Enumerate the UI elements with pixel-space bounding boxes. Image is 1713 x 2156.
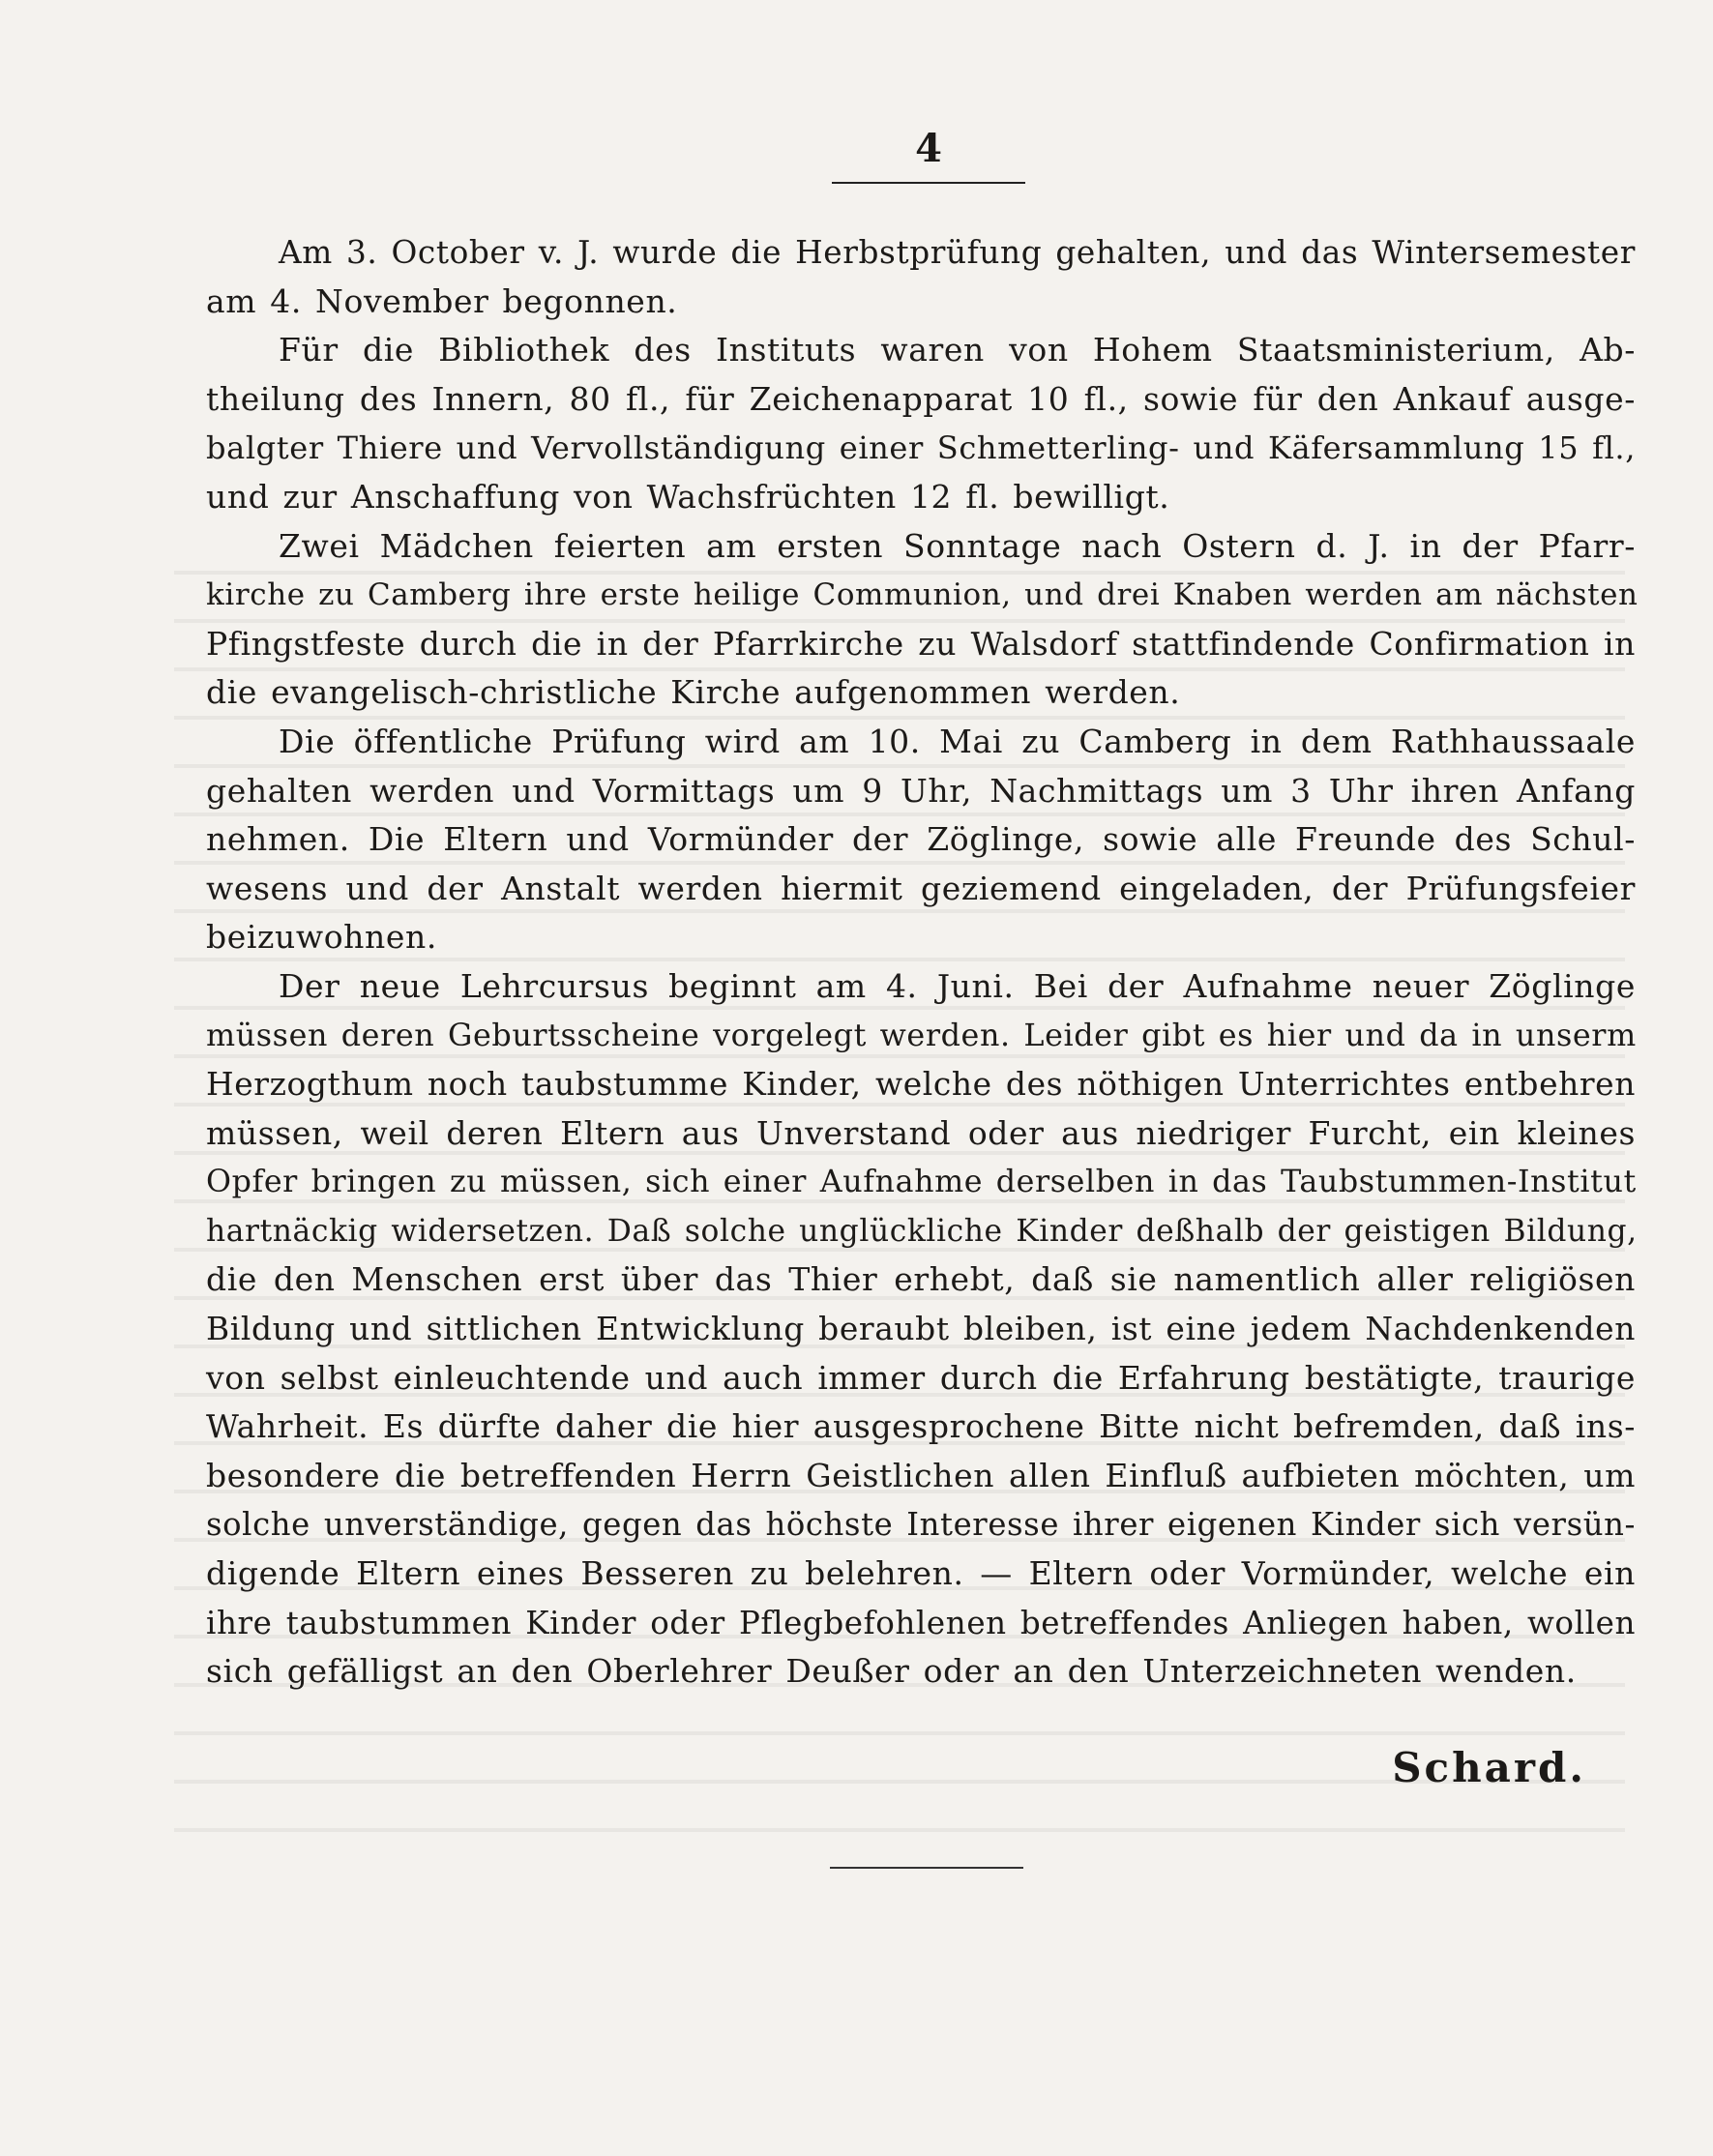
text-line: müssen deren Geburtsscheine vorgelegt werden. Leider gibt es hier und da in unserm <box>206 1018 1637 1053</box>
text-line: die evangelisch-christliche Kirche aufgenommen werden. <box>206 673 1181 712</box>
text-line: beizuwohnen. <box>206 918 437 957</box>
paragraph <box>206 326 1636 521</box>
text-line: theilung des Innern, 80 fl., für Zeichenapparat 10 fl., sowie für den Ankauf ausge- <box>206 379 1636 418</box>
text-line: Pfingstfeste durch die in der Pfarrkirche zu Walsdorf stattfindende Confirmation in <box>206 624 1636 663</box>
text-line: gehalten werden und Vormittags um 9 Uhr, Nachmittags um 3 Uhr ihren Anfang <box>206 771 1636 810</box>
paragraph <box>206 962 1636 1697</box>
text-line: von selbst einleuchtende und auch immer durch die Erfahrung bestätigte, traurige <box>206 1358 1636 1397</box>
header-rule <box>832 182 1025 184</box>
page-number: 4 <box>915 126 942 171</box>
text-line: ihre taubstummen Kinder oder Pflegbefohlenen betreffendes Anliegen haben, wollen <box>206 1604 1636 1641</box>
text-line: hartnäckig widersetzen. Daß solche unglückliche Kinder deßhalb der geistigen Bildung, <box>206 1213 1638 1249</box>
text-line: Bildung und sittlichen Entwicklung beraubt bleiben, ist eine jedem Nachdenkenden <box>206 1310 1636 1348</box>
text-line: kirche zu Camberg ihre erste heilige Communion, und drei Knaben werden am nächsten <box>206 577 1639 613</box>
text-line: balgter Thiere und Vervollständigung einer Schmetterling- und Käfersammlung 15 fl., <box>206 429 1636 467</box>
text-line: wesens und der Anstalt werden hiermit geziemend eingeladen, der Prüfungsfeier <box>206 869 1636 907</box>
footer-rule <box>830 1867 1023 1869</box>
text-line: Für die Bibliothek des Instituts waren von Hohem Staatsministerium, Ab- <box>279 331 1636 369</box>
paragraph <box>206 522 1639 718</box>
text-line: und zur Anschaffung von Wachsfrüchten 12 fl. bewilligt. <box>206 477 1170 516</box>
text-line: Herzogthum noch taubstumme Kinder, welche des nöthigen Unterrichtes entbehren <box>206 1065 1636 1104</box>
text-line: Zwei Mädchen feierten am ersten Sonntage nach Ostern d. J. in der Pfarr- <box>279 526 1636 565</box>
paragraph <box>206 228 1636 326</box>
text-line: nehmen. Die Eltern und Vormünder der Zöglinge, sowie alle Freunde des Schul- <box>206 820 1636 859</box>
text-line: Am 3. October v. J. wurde die Herbstprüfung gehalten, und das Wintersemester <box>279 234 1636 271</box>
text-line: besondere die betreffenden Herrn Geistlichen allen Einfluß aufbieten möchten, um <box>206 1456 1636 1494</box>
text-line: Die öffentliche Prüfung wird am 10. Mai zu Camberg in dem Rathhaussaale <box>279 722 1636 760</box>
text-line: sich gefälligst an den Oberlehrer Deußer oder an den Unterzeichneten wenden. <box>206 1652 1577 1691</box>
body-text <box>206 228 1639 1697</box>
text-line: müssen, weil deren Eltern aus Unverstand oder aus niedriger Furcht, ein kleines <box>206 1113 1636 1152</box>
text-line: digende Eltern eines Besseren zu belehren. — Eltern oder Vormünder, welche ein <box>206 1554 1636 1593</box>
text-line: Wahrheit. Es dürfte daher die hier ausgesprochene Bitte nicht befremden, daß ins- <box>206 1407 1636 1446</box>
paragraph <box>206 718 1636 962</box>
text-line: Opfer bringen zu müssen, sich einer Aufnahme derselben in das Taubstummen-Institut <box>206 1165 1637 1200</box>
text-line: solche unverständige, gegen das höchste Interesse ihrer eigenen Kinder sich versün- <box>206 1506 1636 1544</box>
text-line: die den Menschen erst über das Thier erhebt, daß sie namentlich aller religiösen <box>206 1260 1636 1299</box>
signature: Schard. <box>1392 1744 1586 1791</box>
text-line: Der neue Lehrcursus beginnt am 4. Juni. Bei der Aufnahme neuer Zöglinge <box>279 966 1636 1005</box>
text-line: am 4. November begonnen. <box>206 281 678 320</box>
